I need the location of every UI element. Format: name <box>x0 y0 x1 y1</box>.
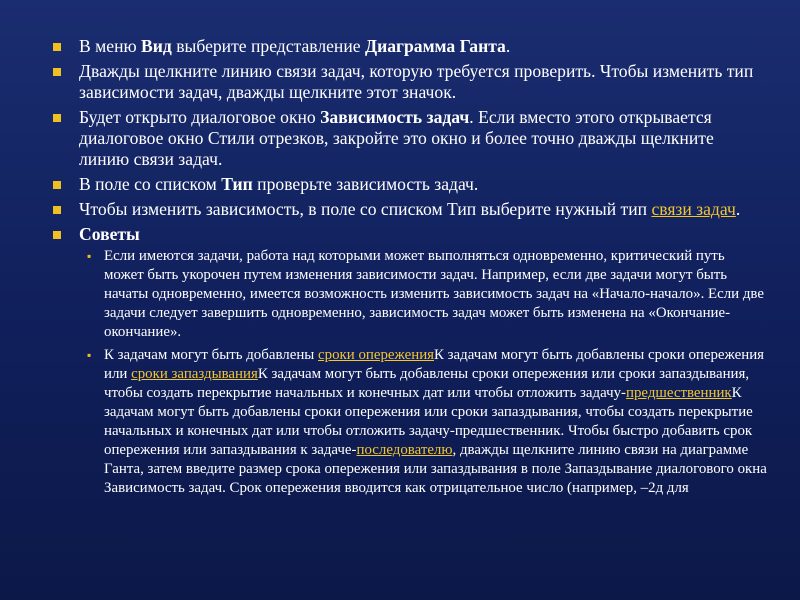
list-item <box>52 199 767 220</box>
text: , дважды щелкните линию связи на диаграмме Ганта, затем введите размер срока опережения или запаздывания в поле Запаздывание диалогового окна Зависимость задач. Срок опережения вводится как отрицательное число (например, –2д для <box>104 442 767 496</box>
text: выберите представление <box>171 36 365 56</box>
field-name: Тип <box>221 174 253 194</box>
text: . <box>735 199 741 219</box>
text: Дважды щелкните линию связи задач, которую требуется проверить. Чтобы изменить тип зависимости задач, дважды щелкните этот значок. <box>79 61 754 102</box>
link-task-links[interactable]: связи задач <box>651 199 736 219</box>
text: . <box>505 36 511 56</box>
tips-heading: Советы <box>79 224 140 244</box>
text: К задачам могут быть добавлены сроки опережения или сроки запаздывания, чтобы создать перекрытие начальных и конечных дат или чтобы отложить задачу-предшественник. Чтобы быстро добавить срок опережения или запаздывания к задаче- <box>104 385 753 458</box>
list-item <box>52 174 767 195</box>
list-item <box>52 36 767 57</box>
text: В меню <box>79 36 142 56</box>
text: Чтобы изменить зависимость, в поле со списком Тип выберите нужный тип <box>79 199 652 219</box>
link-lag-time[interactable]: сроки запаздывания <box>131 366 258 382</box>
list-item <box>52 61 767 103</box>
text: . Если вместо этого открывается диалоговое окно Стили отрезков, закройте это окно и более точно дважды щелкните линию связи задач. <box>79 107 714 169</box>
tip-item <box>79 247 767 342</box>
text: В поле со списком <box>79 174 222 194</box>
list-item-tips <box>52 224 767 498</box>
instruction-list <box>52 36 767 502</box>
link-successor[interactable]: последователю <box>356 442 453 458</box>
tip-item <box>79 346 767 498</box>
view-name: Диаграмма Ганта <box>364 36 506 56</box>
link-predecessor[interactable]: предшественник <box>626 385 732 401</box>
text: Если имеются задачи, работа над которыми может выполняться одновременно, критический путь может быть укорочен путем изменения зависимости задач. Например, если две задачи могут быть начаты одновременно, имеется возможность изменить зависимость задач на «Начало-начало». Если две задачи следует завершить одновременно, зависимость задач может быть изменена на «Окончание-окончание». <box>104 248 764 340</box>
text: К задачам могут быть добавлены сроки опережения или сроки запаздывания, чтобы создать перекрытие начальных и конечных дат или чтобы отложить задачу- <box>104 366 750 401</box>
link-lead-time[interactable]: сроки опережения <box>318 347 435 363</box>
text: К задачам могут быть добавлены сроки опережения или <box>104 347 765 382</box>
text: К задачам могут быть добавлены <box>104 347 319 363</box>
list-item <box>52 107 767 170</box>
tips-list <box>79 247 767 498</box>
dialog-name: Зависимость задач <box>320 107 470 127</box>
text: проверьте зависимость задач. <box>252 174 479 194</box>
menu-name: Вид <box>141 36 172 56</box>
text: Будет открыто диалоговое окно <box>79 107 321 127</box>
